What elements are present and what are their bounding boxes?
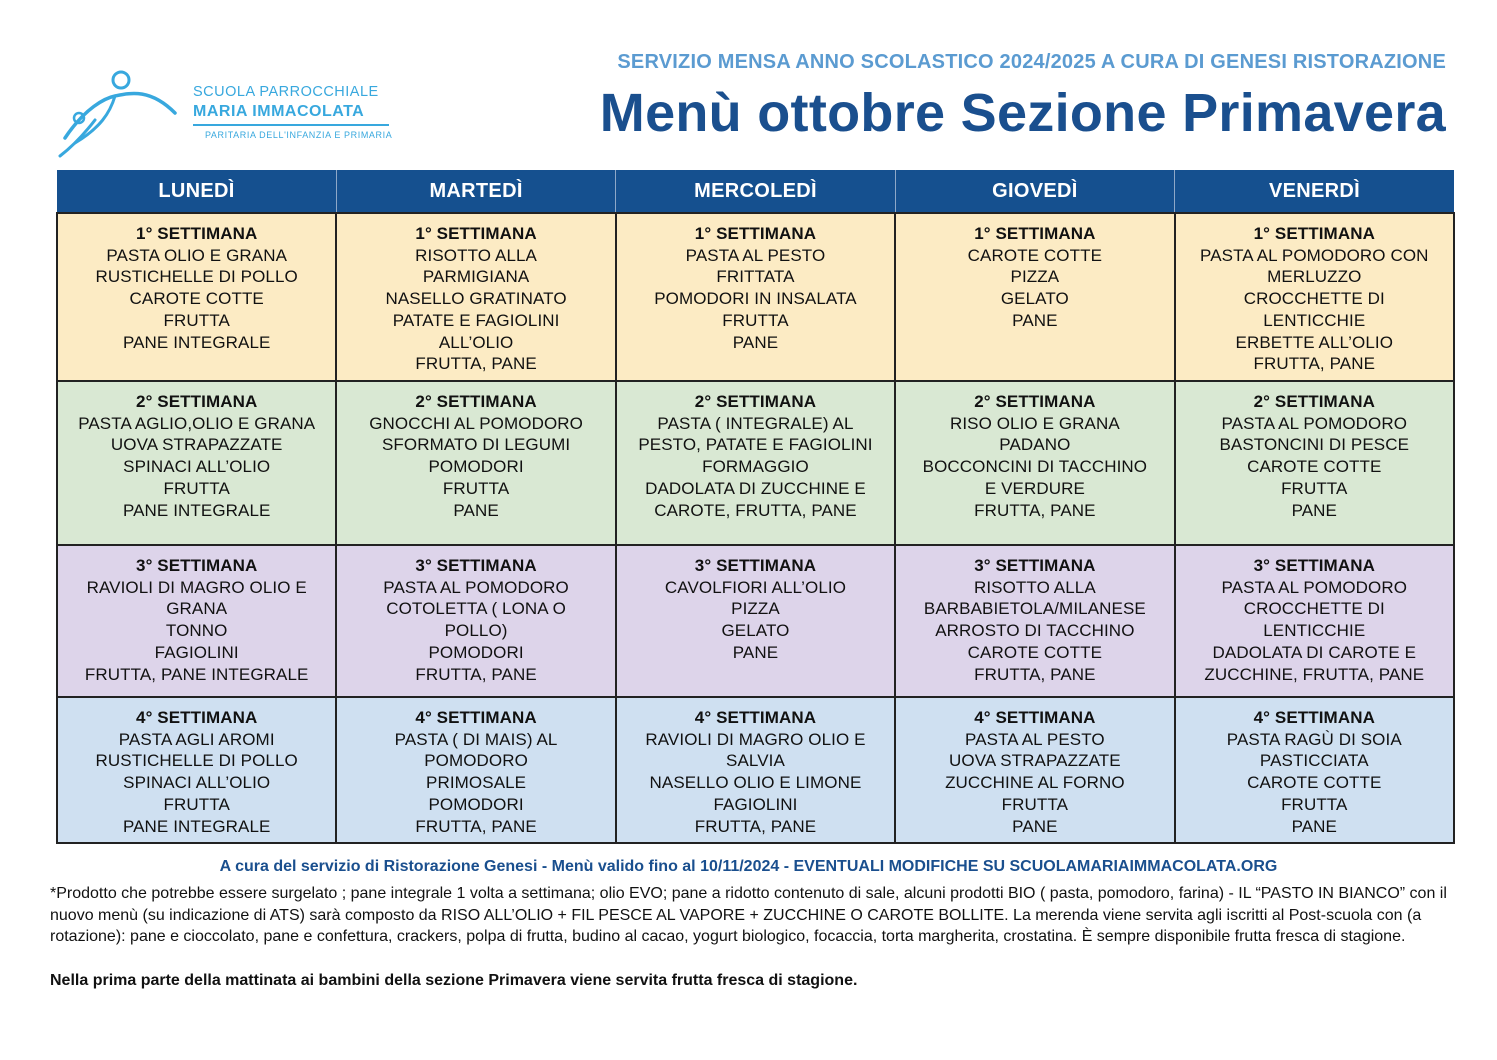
week-label: 1° SETTIMANA — [136, 224, 258, 243]
menu-item: PESTO, PATATE E FAGIOLINI — [638, 435, 873, 455]
menu-item: MERLUZZO — [1267, 267, 1362, 287]
week-label: 2° SETTIMANA — [974, 392, 1096, 411]
menu-cell — [336, 697, 615, 843]
week-label: 3° SETTIMANA — [1253, 556, 1375, 575]
menu-item: CAROTE COTTE — [129, 289, 264, 309]
menu-cell — [895, 213, 1174, 381]
footer-notes-bold: Nella prima parte della mattinata ai bambini della sezione Primavera viene servita frutta fresca di stagione. — [50, 972, 858, 989]
menu-item: FRUTTA, PANE — [974, 500, 1096, 520]
menu-item: RUSTICHELLE DI POLLO — [95, 751, 298, 771]
logo-figure-icon — [55, 68, 185, 163]
menu-item: POLLO) — [444, 621, 508, 641]
menu-item: FRUTTA, PANE — [415, 664, 537, 684]
menu-item: SALVIA — [726, 751, 785, 771]
menu-cell — [616, 545, 895, 697]
menu-cell — [616, 697, 895, 843]
menu-item: CAROTE, FRUTTA, PANE — [654, 500, 857, 520]
menu-item: ERBETTE ALL’OLIO — [1235, 332, 1394, 352]
menu-cell — [336, 381, 615, 545]
week-label: 2° SETTIMANA — [136, 392, 258, 411]
menu-item: PASTA AL PESTO — [685, 245, 826, 265]
week-label: 1° SETTIMANA — [1253, 224, 1375, 243]
menu-item: RAVIOLI DI MAGRO OLIO E — [86, 577, 307, 597]
menu-item: FAGIOLINI — [154, 642, 239, 662]
week-label: 4° SETTIMANA — [1253, 708, 1375, 727]
menu-item: FRUTTA, PANE — [1253, 354, 1376, 374]
school-logo — [55, 68, 400, 163]
menu-item: LENTICCHIE — [1263, 310, 1366, 330]
menu-cell — [1175, 213, 1454, 381]
menu-item: FRUTTA — [1001, 794, 1069, 814]
menu-item: NASELLO OLIO E LIMONE — [649, 773, 862, 793]
menu-item: BASTONCINI DI PESCE — [1219, 435, 1410, 455]
menu-item: PASTA ( INTEGRALE) AL — [657, 413, 854, 433]
menu-item: GRANA — [166, 599, 228, 619]
menu-item: PASTICCIATA — [1259, 751, 1369, 771]
school-name-line2: MARIA IMMACOLATA — [193, 103, 365, 120]
menu-item: GNOCCHI AL POMODORO — [369, 413, 583, 433]
week-label: 4° SETTIMANA — [694, 708, 817, 727]
menu-item: PIZZA — [1010, 267, 1060, 287]
menu-item: FRITTATA — [716, 267, 795, 287]
week-label: 1° SETTIMANA — [974, 224, 1096, 243]
menu-item: PASTA AGLI AROMI — [118, 729, 275, 749]
menu-item: FRUTTA, PANE INTEGRALE — [84, 664, 309, 684]
menu-item: E VERDURE — [984, 478, 1085, 498]
menu-item: PRIMOSALE — [426, 773, 527, 793]
menu-cell — [895, 381, 1174, 545]
menu-item: PANE — [1291, 500, 1337, 520]
menu-item: PATATE E FAGIOLINI — [392, 310, 560, 330]
menu-item: PANE INTEGRALE — [122, 500, 271, 520]
menu-item: PANE — [732, 332, 779, 352]
menu-cell — [616, 381, 895, 545]
menu-table — [56, 170, 1455, 844]
menu-item: COTOLETTA ( LONA O — [386, 599, 566, 619]
menu-cell — [336, 213, 615, 381]
week-label: 2° SETTIMANA — [415, 392, 537, 411]
menu-item: POMODORI IN INSALATA — [654, 289, 857, 309]
menu-item: RISO OLIO E GRANA — [949, 413, 1120, 433]
menu-item: POMODORO — [424, 751, 528, 771]
menu-cell — [57, 697, 336, 843]
day-header: VENERDÌ — [1175, 170, 1454, 213]
menu-cell — [895, 545, 1174, 697]
menu-item: TONNO — [165, 621, 228, 641]
menu-item: PARMIGIANA — [422, 267, 530, 287]
week-row — [57, 381, 1454, 545]
week-label: 3° SETTIMANA — [136, 556, 258, 575]
menu-item: POMODORI — [428, 794, 524, 814]
days-header-row — [57, 170, 1454, 213]
menu-item: PASTA OLIO E GRANA — [106, 245, 288, 265]
menu-item: RISOTTO ALLA — [415, 245, 537, 265]
day-header: GIOVEDÌ — [895, 170, 1174, 213]
menu-cell — [57, 381, 336, 545]
menu-item: FRUTTA — [1281, 478, 1348, 498]
menu-item: PANE INTEGRALE — [122, 816, 271, 836]
menu-item: UOVA STRAPAZZATE — [110, 435, 283, 455]
menu-cell — [1175, 381, 1454, 545]
menu-item: FRUTTA — [722, 310, 789, 330]
day-header: MERCOLEDÌ — [616, 170, 895, 213]
menu-item: FRUTTA — [163, 310, 230, 330]
menu-item: FRUTTA — [442, 478, 510, 498]
menu-item: UOVA STRAPAZZATE — [949, 751, 1121, 771]
menu-item: PASTA AL POMODORO — [1221, 413, 1408, 433]
week-label: 4° SETTIMANA — [415, 708, 537, 727]
week-label: 3° SETTIMANA — [694, 556, 817, 575]
menu-item: CAROTE COTTE — [1247, 773, 1382, 793]
menu-cell — [1175, 545, 1454, 697]
menu-item: CROCCHETTE DI — [1243, 289, 1385, 309]
footer-validity-line: A cura del servizio di Ristorazione Genesi - Menù valido fino al 10/11/2024 - EVENTUALI MODIFICHE SU SCUOLAMARIAIMMACOLATA.ORG — [219, 858, 1278, 875]
menu-item: POMODORI — [428, 457, 524, 477]
logo-divider — [193, 124, 389, 126]
menu-item: GELATO — [1000, 289, 1069, 309]
menu-item: PADANO — [999, 435, 1071, 455]
menu-item: GELATO — [721, 621, 790, 641]
menu-item: FRUTTA, PANE — [974, 664, 1096, 684]
menu-item: PANE — [1012, 310, 1058, 330]
menu-item: ARROSTO DI TACCHINO — [935, 621, 1135, 641]
menu-item: ZUCCHINE AL FORNO — [945, 773, 1125, 793]
menu-item: BOCCONCINI DI TACCHINO — [922, 457, 1148, 477]
menu-item: PASTA AL POMODORO — [383, 577, 569, 597]
menu-item: PIZZA — [731, 599, 780, 619]
week-row — [57, 213, 1454, 381]
menu-cell — [336, 545, 615, 697]
menu-item: CAROTE COTTE — [1247, 457, 1382, 477]
menu-item: PASTA AL POMODORO — [1221, 577, 1408, 597]
service-subtitle: SERVIZIO MENSA ANNO SCOLASTICO 2024/2025 A CURA DI GENESI RISTORAZIONE — [617, 51, 1446, 73]
menu-item: CAVOLFIORI ALL’OLIO — [664, 577, 847, 597]
menu-item: POMODORI — [428, 642, 524, 662]
day-header: LUNEDÌ — [57, 170, 336, 213]
week-label: 2° SETTIMANA — [1253, 392, 1375, 411]
menu-item: PANE — [1291, 816, 1337, 836]
menu-item: SFORMATO DI LEGUMI — [381, 435, 571, 455]
menu-item: CAROTE COTTE — [967, 245, 1103, 265]
menu-item: DADOLATA DI CAROTE E — [1212, 642, 1417, 662]
menu-item: BARBABIETOLA/MILANESE — [923, 599, 1146, 619]
menu-item: PANE — [453, 500, 499, 520]
menu-item: PASTA AL PESTO — [965, 729, 1105, 749]
menu-cell — [895, 697, 1174, 843]
week-label: 4° SETTIMANA — [974, 708, 1096, 727]
week-label: 2° SETTIMANA — [694, 392, 817, 411]
menu-item: LENTICCHIE — [1263, 621, 1366, 641]
school-name-line1: SCUOLA PARROCCHIALE — [193, 84, 379, 100]
menu-item: ZUCCHINE, FRUTTA, PANE — [1204, 664, 1425, 684]
menu-item: RAVIOLI DI MAGRO OLIO E — [645, 729, 866, 749]
menu-item: NASELLO GRATINATO — [385, 289, 567, 309]
school-name-line3: PARITARIA DELL'INFANZIA E PRIMARIA — [205, 130, 393, 140]
menu-item: FAGIOLINI — [713, 794, 798, 814]
menu-item: SPINACI ALL’OLIO — [123, 457, 271, 477]
menu-item: CAROTE COTTE — [967, 642, 1103, 662]
week-label: 3° SETTIMANA — [415, 556, 537, 575]
menu-item: PASTA AL POMODORO CON — [1200, 245, 1429, 265]
menu-cell — [57, 213, 336, 381]
menu-cell — [57, 545, 336, 697]
menu-item: FRUTTA, PANE — [415, 816, 537, 836]
menu-item: ALL’OLIO — [438, 332, 514, 352]
week-label: 1° SETTIMANA — [415, 224, 537, 243]
menu-cell — [1175, 697, 1454, 843]
menu-item: FRUTTA, PANE — [415, 354, 537, 374]
menu-item: PASTA ( DI MAIS) AL — [394, 729, 558, 749]
week-label: 3° SETTIMANA — [974, 556, 1096, 575]
menu-cell — [616, 213, 895, 381]
menu-item: SPINACI ALL’OLIO — [123, 773, 271, 793]
footer-notes: *Prodotto che potrebbe essere surgelato ; pane integrale 1 volta a settimana; olio EVO; pane a ridotto contenuto di sale, alcuni prodotti BIO ( pasta, pomodoro, farina) - IL “PASTO IN BIANCO” con il nuovo menù (su indicazione di ATS) sarà composto da RISO ALL’OLIO + FIL PESCE AL VAPORE + ZUCCHINE O CAROTE BOLLITE. La merenda viene servita agli iscritti al Post-scuola con (a rotazione): pane e cioccolato, pane e confettura, crackers, polpa di frutta, budino al cacao, yogurt biologico, focaccia, torta margherita, crostatina. È sempre disponibile frutta fresca di stagione. — [50, 885, 1447, 946]
menu-item: FRUTTA, PANE — [694, 816, 817, 836]
menu-item: PANE — [732, 642, 779, 662]
menu-item: FRUTTA — [163, 478, 230, 498]
menu-item: FRUTTA — [1281, 794, 1348, 814]
page-title: Menù ottobre Sezione Primavera — [599, 83, 1446, 143]
week-label: 4° SETTIMANA — [136, 708, 258, 727]
menu-item: PASTA RAGÙ DI SOIA — [1226, 729, 1402, 749]
menu-item: FRUTTA — [163, 794, 230, 814]
menu-item: RUSTICHELLE DI POLLO — [95, 267, 298, 287]
week-row — [57, 697, 1454, 843]
day-header: MARTEDÌ — [336, 170, 615, 213]
week-label: 1° SETTIMANA — [694, 224, 817, 243]
menu-item: PANE INTEGRALE — [122, 332, 271, 352]
week-row — [57, 545, 1454, 697]
menu-item: PASTA AGLIO,OLIO E GRANA — [78, 413, 316, 433]
menu-item: RISOTTO ALLA — [973, 577, 1096, 597]
menu-item: FORMAGGIO — [702, 457, 809, 477]
menu-item: DADOLATA DI ZUCCHINE E — [645, 478, 866, 498]
menu-item: PANE — [1012, 816, 1058, 836]
menu-item: CROCCHETTE DI — [1243, 599, 1385, 619]
